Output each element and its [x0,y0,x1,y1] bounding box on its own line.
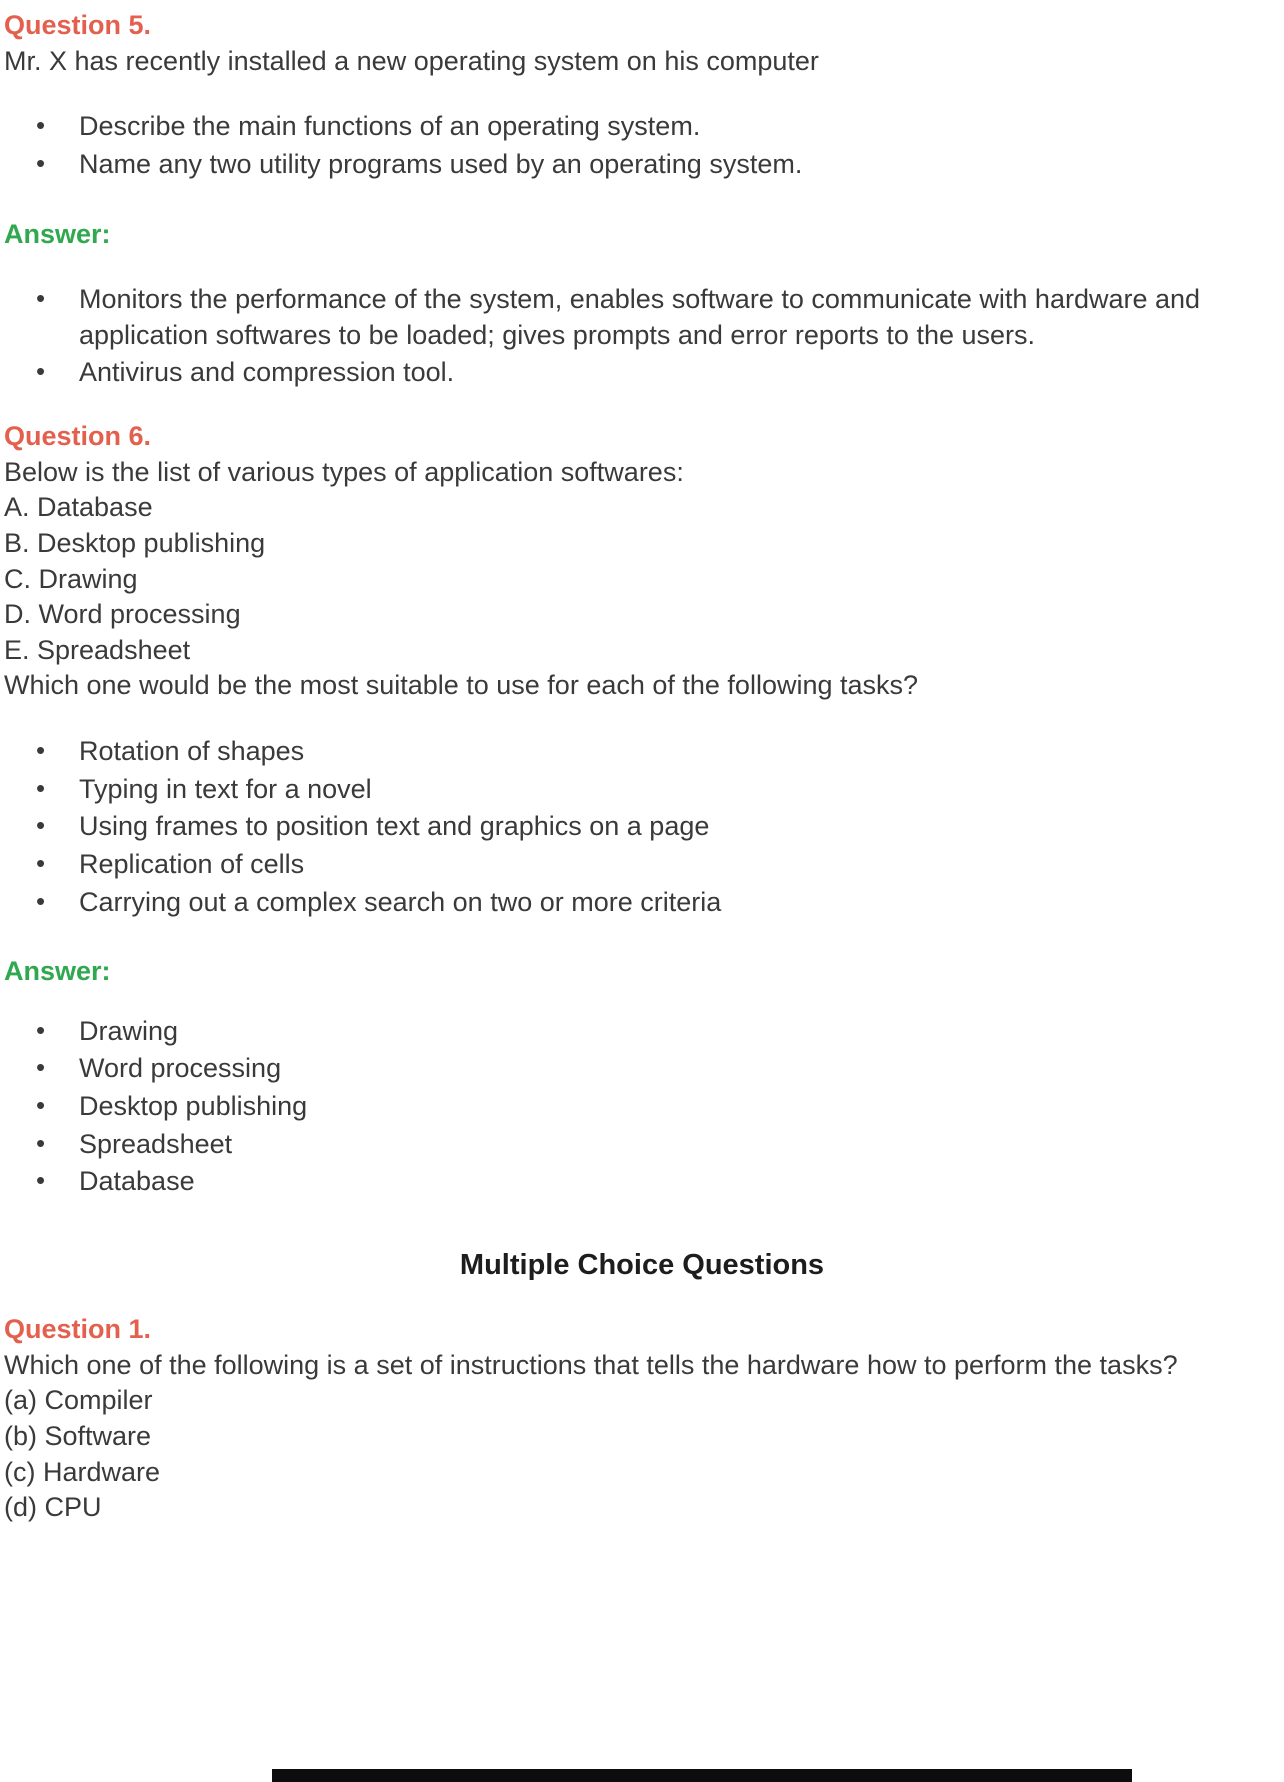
document-page [4,8,1280,1526]
question6-heading: Question 6. [4,421,152,451]
bullet-item: • Database [4,1164,1280,1200]
question5-answer-list [4,282,1280,391]
bullet-item: • Drawing [4,1014,1280,1050]
scan-artifact-bar [272,1769,1132,1782]
bullet-item: • Replication of cells [4,847,1280,883]
option-line: A. Database [4,492,153,523]
question6-answer-list [4,1014,1280,1200]
question5-heading: Question 5. [4,10,152,40]
mcq-question1-heading: Question 1. [4,1314,152,1345]
bullet-item: • Describe the main functions of an operating system. [4,109,1280,145]
mcq-question1-text: Which one of the following is a set of instructions that tells the hardware how to perform the tasks? [4,1349,1178,1380]
option-line: C. Drawing [4,563,138,594]
choice-option: (b) Software [4,1421,152,1452]
bullet-item: • Desktop publishing [4,1089,1280,1125]
bullet-item: • Spreadsheet [4,1127,1280,1163]
choice-option: (a) Compiler [4,1385,153,1416]
question6-intro: Below is the list of various types of application softwares: [4,456,684,487]
bullet-item: • Word processing [4,1051,1280,1087]
question6-option-lines [4,490,1280,668]
bullet-item: • Name any two utility programs used by an operating system. [4,147,1280,183]
bullet-item: • Monitors the performance of the system, enables software to communicate with hardware and application softwares to be loaded; gives prompts and error reports to the users. [4,282,1280,353]
question6-question: Which one would be the most suitable to use for each of the following tasks? [4,670,919,701]
option-line: B. Desktop publishing [4,527,266,558]
mcq-question1-choices [4,1383,1280,1526]
option-line: E. Spreadsheet [4,634,191,665]
question5-answer-heading: Answer: [4,218,111,249]
question6-task-list [4,734,1280,920]
bullet-item: • Carrying out a complex search on two or more criteria [4,885,1280,921]
bullet-item: • Rotation of shapes [4,734,1280,770]
bullet-item: • Antivirus and compression tool. [4,355,1280,391]
bullet-item: • Using frames to position text and graphics on a page [4,809,1280,845]
question5-intro: Mr. X has recently installed a new operating system on his computer [4,45,819,76]
option-line: D. Word processing [4,599,241,630]
question6-answer-heading: Answer: [4,956,111,987]
mcq-section-title: Multiple Choice Questions [459,1248,825,1281]
choice-option: (d) CPU [4,1492,102,1523]
bullet-item: • Typing in text for a novel [4,772,1280,808]
choice-option: (c) Hardware [4,1456,161,1487]
question5-bullet-list [4,109,1280,182]
